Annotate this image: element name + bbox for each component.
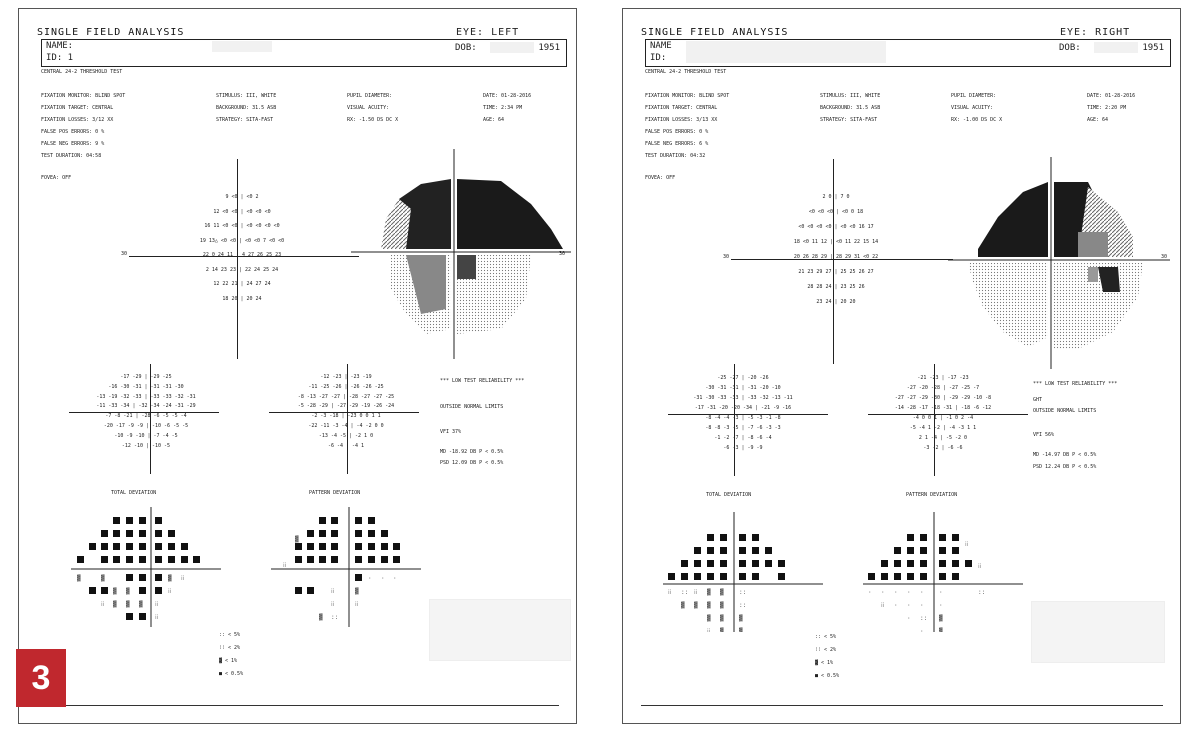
svg-text:::: :: (331, 614, 339, 621)
svg-text:⁞⁞: ⁞⁞ (331, 601, 335, 608)
pattern-deviation-probability-plot (271, 507, 421, 627)
total-deviation-title: TOTAL DEVIATION (706, 492, 752, 498)
pattern-deviation-title: PATTERN DEVIATION (309, 490, 361, 496)
dob-label: DOB: (1059, 43, 1081, 53)
dob-label: DOB: (455, 43, 477, 53)
svg-text:·: · (368, 575, 372, 582)
svg-text:▓: ▓ (126, 588, 130, 595)
svg-text:·: · (939, 602, 943, 609)
patient-info-box (645, 39, 1171, 67)
svg-text:▓: ▓ (113, 588, 117, 595)
svg-text:⁞⁞: ⁞⁞ (155, 601, 159, 608)
pattern-deviation-grid: -12 -23 | -23 -19 -11 -25 -26 | -26 -26 -25 -8 -13 -27 -27 | -28 -27 -27 -25 -5 -28 -29 | -27 -29 -19 -26 -24 -2 -3 -18 | -23 0 0 1 1 -22 -11 -3 -4 | -4 -2 0 0 -13 -4 -5 | -2 1 0 -6 -4 | -4 1 (297, 374, 395, 449)
svg-text:⁞⁞: ⁞⁞ (283, 562, 287, 569)
axis-label: 30 (723, 254, 730, 260)
name-label: NAME (650, 41, 672, 51)
svg-text:⁞⁞: ⁞⁞ (355, 601, 359, 608)
reliability-warning: *** LOW TEST RELIABILITY *** (1033, 381, 1118, 387)
id-label: ID: 1 (46, 53, 74, 63)
svg-text:⁞⁞: ⁞⁞ (707, 628, 711, 632)
svg-text:::: :: (681, 589, 689, 596)
axis-label: 30 (121, 251, 128, 257)
pattern-deviation-grid: -21 -23 | -17 -23 -27 -20 -28 | -27 -25 -7 -27 -27 -29 -30 | -29 -29 -10 -8 -14 -28 -17 -18 -31 | -18 -6 -12 -4 0 0 1 | -1 0 2 -4 -5 -4 1 -2 | -4 -3 1 1 2 1 -4 | -5 -2 0 -3 -2 | -6 -6 (894, 375, 992, 451)
test-name: CENTRAL 24-2 THRESHOLD TEST (41, 69, 123, 75)
dob-value: 1951 (538, 43, 560, 53)
svg-text:·: · (381, 575, 385, 582)
svg-text:▓: ▓ (720, 589, 724, 596)
svg-text:▓: ▓ (101, 575, 105, 582)
ght-result: OUTSIDE NORMAL LIMITS (440, 404, 504, 410)
svg-text:▓: ▓ (355, 588, 359, 595)
svg-text:⁞⁞: ⁞⁞ (155, 614, 159, 621)
svg-text:⁞⁞: ⁞⁞ (101, 601, 105, 608)
dob-value: 1951 (1142, 43, 1164, 53)
probability-legend: :: < 5% ⁞⁞ < 2% ▓ < 1% ■ < 0.5% (815, 634, 840, 679)
footer-rule (641, 705, 1163, 706)
svg-text:::: :: (739, 602, 747, 609)
footer-rule (37, 705, 559, 706)
pupil-info: PUPIL DIAMETER: VISUAL ACUITY: RX: -1.00 DS DC X (951, 93, 1003, 123)
vfi-value: VFI 37% (440, 429, 462, 435)
ght-result: OUTSIDE NORMAL LIMITS (1033, 408, 1097, 414)
md-value: MD -14.97 DB P < 0.5% (1033, 452, 1097, 458)
vfi-value: VFI 56% (1033, 432, 1055, 438)
svg-text:▓: ▓ (707, 602, 711, 609)
fixation-info: FIXATION MONITOR: BLIND SPOT FIXATION TARGET: CENTRAL FIXATION LOSSES: 3/12 XX FALSE POS ERRORS: 0 % FALSE NEG ERRORS: 9 % TEST DURATION: 04:58 (41, 93, 126, 159)
probability-legend: :: < 5% ⁞⁞ < 2% ▓ < 1% ■ < 0.5% (219, 632, 244, 677)
redaction (490, 42, 534, 53)
total-deviation-probability-plot (663, 512, 823, 632)
test-name: CENTRAL 24-2 THRESHOLD TEST (645, 69, 727, 75)
svg-text:▓: ▓ (939, 615, 943, 622)
svg-text:▓: ▓ (295, 536, 299, 543)
date-info: DATE: 01-28-2016 TIME: 2:34 PM AGE: 64 (483, 93, 532, 123)
fovea-label: FOVEA: OFF (41, 175, 72, 181)
svg-text:▓: ▓ (739, 615, 743, 622)
svg-text:⁞⁞: ⁞⁞ (965, 541, 969, 548)
svg-text:▓: ▓ (739, 628, 743, 632)
redaction (1094, 42, 1138, 53)
redaction (686, 41, 886, 63)
svg-text:·: · (393, 575, 397, 582)
svg-text:::: :: (739, 589, 747, 596)
total-deviation-grid: -17 -29 | -29 -25 -16 -30 -31 | -31 -31 -30 -13 -19 -32 -33 | -33 -33 -32 -31 -11 -33 -34 | -32 -34 -24 -31 -29 -7 -8 -21 | -28 -6 -5 -5 -4 -20 -17 -9 -9 | -10 -6 -5 -5 -10 -9 -10 | -7 -4 -5 -12 -10 | -10 -5 (96, 374, 196, 449)
svg-text:⁞⁞: ⁞⁞ (978, 563, 982, 570)
svg-text:·: · (881, 589, 885, 596)
total-deviation-title: TOTAL DEVIATION (111, 490, 157, 496)
svg-text:·: · (868, 589, 872, 596)
svg-text:·: · (920, 602, 924, 609)
stimulus-info: STIMULUS: III, WHITE BACKGROUND: 31.5 ASB STRATEGY: SITA-FAST (820, 93, 881, 123)
redaction (1031, 601, 1165, 663)
svg-text:▓: ▓ (681, 602, 685, 609)
threshold-grid: 9 <0 | <0 2 12 <0 <0 | <0 <0 <0 16 11 <0 <0 | <0 <0 <0 <0 19 13△ <0 <0 | <0 <0 7 <0 <0 22 0 24 11 | 4 27 26 25 23 2 14 23 23 | 22 24 25 24 12 22 21 | 24 27 24 18 20 | 20 24 (199, 194, 285, 302)
svg-text:·: · (920, 589, 924, 596)
svg-text:▓: ▓ (707, 615, 711, 622)
svg-text:⁞⁞: ⁞⁞ (331, 588, 335, 595)
reliability-warning: *** LOW TEST RELIABILITY *** (440, 378, 525, 384)
svg-text:⁞⁞: ⁞⁞ (168, 588, 172, 595)
svg-text:▓: ▓ (694, 602, 698, 609)
svg-text:▓: ▓ (139, 601, 143, 608)
right-eye-report (622, 8, 1181, 724)
md-value: MD -18.92 DB P < 0.5% (440, 449, 504, 455)
svg-text:▓: ▓ (126, 601, 130, 608)
stimulus-info: STIMULUS: III, WHITE BACKGROUND: 31.5 ASB STRATEGY: SITA-FAST (216, 93, 277, 123)
svg-text:▓: ▓ (707, 589, 711, 596)
pupil-info: PUPIL DIAMETER: VISUAL ACUITY: RX: -1.50 DS DC X (347, 93, 399, 123)
report-title: SINGLE FIELD ANALYSIS (37, 27, 185, 38)
left-eye-report (18, 8, 577, 724)
eye-label: EYE: LEFT (456, 27, 520, 38)
svg-text:▓: ▓ (720, 628, 724, 632)
total-deviation-probability-plot (71, 507, 221, 627)
axis-label: 30 (559, 251, 566, 257)
svg-text:⁞⁞: ⁞⁞ (881, 602, 885, 609)
svg-text:⁞⁞: ⁞⁞ (694, 589, 698, 596)
svg-text:·: · (920, 628, 924, 632)
svg-text:▓: ▓ (720, 602, 724, 609)
psd-value: PSD 12.09 DB P < 0.5% (440, 460, 504, 466)
svg-text:·: · (907, 615, 911, 622)
svg-text:·: · (907, 602, 911, 609)
redaction (429, 599, 571, 661)
redaction (212, 41, 272, 52)
svg-text:⁞⁞: ⁞⁞ (668, 589, 672, 596)
fovea-label: FOVEA: OFF (645, 175, 676, 181)
total-deviation-grid: -25 -27 | -20 -26 -30 -31 -31 | -31 -20 -10 -31 -30 -33 -33 | -33 -32 -13 -11 -17 -31 -20 -20 -34 | -21 -9 -16 -8 -4 -4 -3 | -5 -3 -1 -8 -8 -8 -3 -5 | -7 -6 -3 -3 -1 -2 -7 | -8 -6 -4 -6 -3 | -9 -9 (693, 375, 793, 451)
svg-text:▓: ▓ (168, 575, 172, 582)
report-title: SINGLE FIELD ANALYSIS (641, 27, 789, 38)
svg-text:::: :: (920, 615, 928, 622)
date-info: DATE: 01-28-2016 TIME: 2:20 PM AGE: 64 (1087, 93, 1136, 123)
figure-number-badge: 3 (16, 649, 66, 707)
svg-text:·: · (894, 589, 898, 596)
ght-label: GHT (1033, 397, 1043, 403)
svg-text:::: :: (978, 589, 986, 596)
svg-text:▓: ▓ (939, 628, 943, 632)
patient-info-box (41, 39, 567, 67)
svg-text:·: · (907, 589, 911, 596)
pattern-deviation-title: PATTERN DEVIATION (906, 492, 958, 498)
psd-value: PSD 12.24 DB P < 0.5% (1033, 464, 1097, 470)
svg-text:▓: ▓ (113, 601, 117, 608)
svg-text:▓: ▓ (319, 614, 323, 621)
grayscale-plot (948, 157, 1170, 369)
eye-label: EYE: RIGHT (1060, 27, 1131, 38)
threshold-grid: 2 0 | 7 0 <0 <0 <0 | <0 0 18 <0 <0 <0 <0 | <0 <0 16 17 18 <0 11 12 | <0 11 22 15 14 20 26 28 29 | 28 29 31 <0 22 21 23 29 27 | 25 25 26 27 28 28 24 | 23 25 26 23 24 | 20 20 (793, 194, 879, 305)
svg-text:▓: ▓ (77, 575, 81, 582)
svg-text:⁞⁞: ⁞⁞ (181, 575, 185, 582)
id-label: ID: (650, 53, 667, 63)
pattern-deviation-probability-plot (863, 512, 1023, 632)
svg-text:·: · (939, 589, 943, 596)
svg-text:·: · (894, 602, 898, 609)
grayscale-plot (351, 149, 571, 359)
svg-text:▓: ▓ (720, 615, 724, 622)
axis-label: 30 (1161, 254, 1168, 260)
fixation-info: FIXATION MONITOR: BLIND SPOT FIXATION TARGET: CENTRAL FIXATION LOSSES: 3/13 XX FALSE POS ERRORS: 0 % FALSE NEG ERRORS: 6 % TEST DURATION: 04:32 (645, 93, 730, 159)
name-label: NAME: (46, 41, 74, 51)
